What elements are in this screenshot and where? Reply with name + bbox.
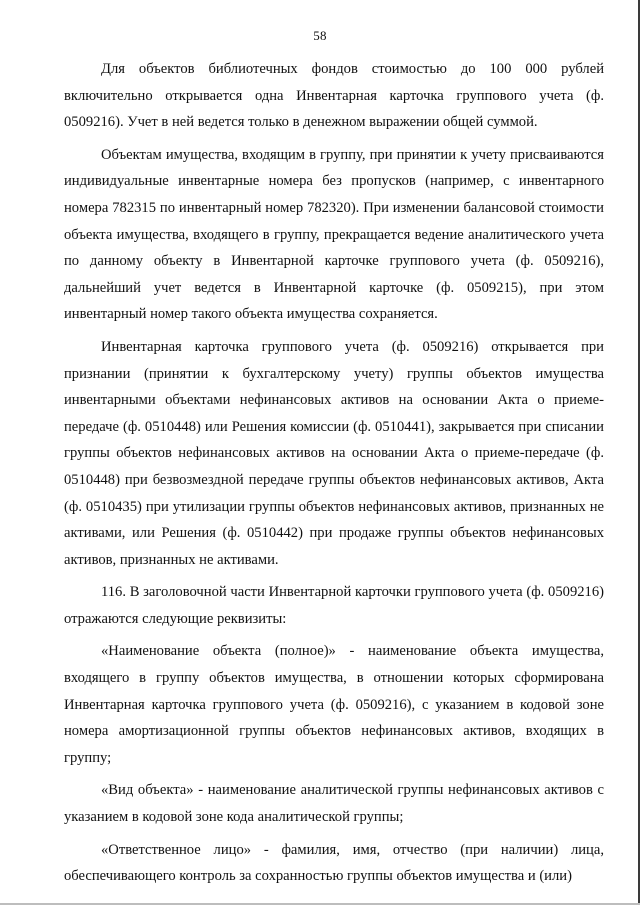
page-number: 58 xyxy=(313,28,327,43)
paragraph-library-funds: Для объектов библиотечных фондов стоимостью до 100 000 рублей включительно открывается одна Инвентарная карточка группового учета (ф. 0509216). Учет в ней ведется только в денежном выражении общей суммой. xyxy=(64,61,604,131)
document-body xyxy=(64,56,604,890)
paragraph-object-type: «Вид объекта» - наименование аналитической группы нефинансовых активов с указанием в кодовой зоне кода аналитической группы; xyxy=(64,782,604,826)
paragraph-inventory-numbers: Объектам имущества, входящим в группу, при принятии к учету присваиваются индивидуальные инвентарные номера без пропусков (например, с инвентарного номера 782315 по инвентарный номер 782320). При изменении балансовой стоимости объекта имущества, входящего в группу, прекращается ведение аналитического учета по данному объекту в Инвентарной карточке группового учета (ф. 0509216), дальнейший учет ведется в Инвентарной карточке (ф. 0509215), при этом инвентарный номер такого объекта имущества сохраняется. xyxy=(64,146,604,323)
paragraph-responsible-person: «Ответственное лицо» - фамилия, имя, отчество (при наличии) лица, обеспечивающего контроль за сохранностью группы объектов имущества и (или) xyxy=(64,841,604,885)
paragraph-section-116: 116. В заголовочной части Инвентарной карточки группового учета (ф. 0509216) отражаются следующие реквизиты: xyxy=(64,584,604,627)
paragraph-card-opening-closing: Инвентарная карточка группового учета (ф. 0509216) открывается при признании (принятии к бухгалтерскому учету) группы объектов имущества инвентарными объектами нефинансовых активов на основании Акта о приеме-передаче (ф. 0510448) или Решения комиссии (ф. 0510441), закрывается при списании группы объектов нефинансовых активов на основании Акта о приеме-передаче (ф. 0510448) при безвозмездной передаче группы объектов нефинансовых активов, Акта (ф. 0510435) при утилизации группы объектов нефинансовых активов, признанных не активами, или Решения (ф. 0510442) при продаже группы объектов нефинансовых активов, признанных не активами. xyxy=(64,338,604,568)
paragraph-object-name: «Наименование объекта (полное)» - наименование объекта имущества, входящего в группу объектов имущества, в отношении которых сформирована Инвентарная карточка группового учета (ф. 0509216), с указанием в кодовой зоне номера амортизационной группы объектов нефинансовых активов, входящих в группу; xyxy=(64,643,604,766)
